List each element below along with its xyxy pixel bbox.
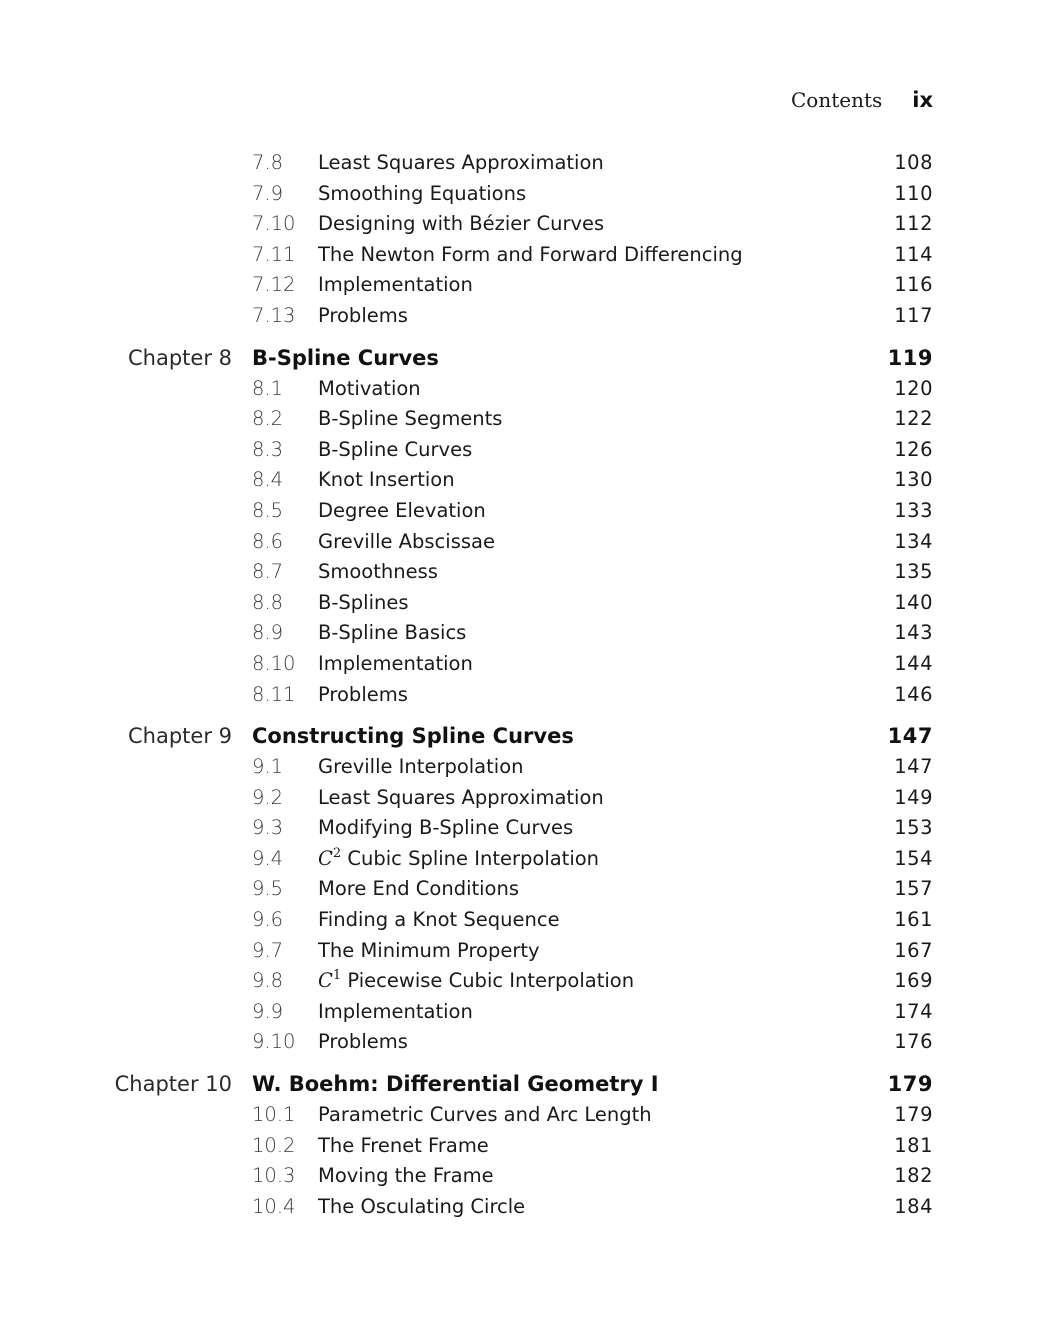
toc-section-entry[interactable] (0, 557, 1043, 588)
chapter-title: Constructing Spline Curves (252, 724, 574, 749)
toc-section-entry[interactable] (0, 374, 1043, 405)
section-title: Implementation (318, 999, 473, 1023)
section-title-wrapper (318, 813, 573, 843)
section-title-wrapper (318, 966, 634, 996)
section-title-wrapper (318, 496, 486, 526)
section-title: B-Spline Segments (318, 407, 503, 431)
chapter-page-number: 119 (887, 345, 933, 370)
section-title-wrapper (318, 148, 604, 178)
section-title-wrapper (318, 209, 604, 239)
section-page-number: 143 (894, 621, 933, 645)
section-number: 8.11 (252, 682, 296, 706)
section-title: Implementation (318, 651, 473, 675)
toc-section-entry[interactable] (0, 1027, 1043, 1058)
chapter-label: Chapter 9 (128, 724, 232, 749)
toc-section-entry[interactable] (0, 588, 1043, 619)
section-title: Finding a Knot Sequence (318, 908, 560, 932)
section-title: Piecewise Cubic Interpolation (341, 969, 635, 993)
section-title: The Osculating Circle (318, 1194, 526, 1218)
section-page-number: 130 (894, 468, 933, 492)
section-page-number: 161 (894, 908, 933, 932)
section-title: The Newton Form and Forward Differencing (318, 242, 743, 266)
section-number: 8.2 (252, 407, 284, 431)
section-title: The Frenet Frame (318, 1133, 489, 1157)
chapter-title: W. Boehm: Differential Geometry I (252, 1072, 659, 1097)
section-number: 9.10 (252, 1030, 296, 1054)
section-page-number: 157 (894, 877, 933, 901)
section-title-wrapper (318, 997, 473, 1027)
toc-section-entry[interactable] (0, 618, 1043, 649)
section-title: More End Conditions (318, 877, 520, 901)
section-number: 9.4 (252, 846, 284, 870)
section-title-wrapper (318, 783, 604, 813)
section-number: 8.10 (252, 651, 296, 675)
section-number: 9.7 (252, 938, 284, 962)
section-page-number: 112 (894, 212, 933, 236)
toc-section-entry[interactable] (0, 1131, 1043, 1162)
section-title-wrapper (318, 844, 599, 874)
toc-section-entry[interactable] (0, 1192, 1043, 1223)
math-variable: C (318, 846, 333, 870)
section-title: Smoothness (318, 560, 438, 584)
section-number: 7.8 (252, 151, 284, 174)
section-title: Greville Abscissae (318, 529, 495, 553)
section-page-number: 153 (894, 816, 933, 840)
section-page-number: 174 (894, 999, 933, 1023)
section-title: Degree Elevation (318, 498, 486, 522)
section-number: 8.5 (252, 498, 284, 522)
section-title-wrapper (318, 618, 466, 648)
running-head (791, 88, 933, 118)
section-number: 9.2 (252, 785, 284, 809)
section-page-number: 114 (894, 242, 933, 266)
section-title-wrapper (318, 527, 495, 557)
section-page-number: 117 (894, 303, 933, 327)
toc-section-entry[interactable] (0, 966, 1043, 997)
chapter-label: Chapter 10 (114, 1072, 232, 1097)
toc-chapter-entry[interactable] (0, 1069, 1043, 1100)
section-title-wrapper (318, 680, 408, 710)
section-number: 9.1 (252, 755, 284, 779)
section-title: B-Spline Basics (318, 621, 467, 645)
section-page-number: 144 (894, 651, 933, 675)
section-title-wrapper (318, 557, 438, 587)
section-title: Greville Interpolation (318, 755, 524, 779)
section-title-wrapper (318, 435, 472, 465)
toc-section-entry[interactable] (0, 301, 1043, 332)
section-page-number: 147 (894, 755, 933, 779)
section-page-number: 134 (894, 529, 933, 553)
section-page-number: 110 (894, 181, 933, 205)
section-title-wrapper (318, 240, 743, 270)
section-title: Problems (318, 1030, 408, 1054)
toc-section-entry[interactable] (0, 783, 1043, 814)
section-page-number: 181 (894, 1133, 933, 1157)
section-number: 10.1 (252, 1103, 296, 1127)
section-page-number: 179 (894, 1103, 933, 1127)
section-title-wrapper (318, 1100, 652, 1130)
section-title: Motivation (318, 376, 421, 400)
toc-section-entry[interactable] (0, 874, 1043, 905)
toc-section-entry[interactable] (0, 270, 1043, 301)
section-title: Cubic Spline Interpolation (341, 846, 600, 870)
section-number: 7.10 (252, 212, 296, 236)
section-title: Parametric Curves and Arc Length (318, 1103, 652, 1127)
section-page-number: 176 (894, 1030, 933, 1054)
section-page-number: 146 (894, 682, 933, 706)
table-of-contents (0, 148, 1043, 1222)
section-page-number: 108 (894, 151, 933, 174)
section-number: 7.9 (252, 181, 284, 205)
section-page-number: 120 (894, 376, 933, 400)
section-number: 10.3 (252, 1164, 296, 1188)
chapter-page-number: 147 (887, 724, 933, 749)
section-page-number: 140 (894, 590, 933, 614)
section-title: B-Spline Curves (318, 437, 473, 461)
toc-chapter-entry[interactable] (0, 343, 1043, 374)
section-number: 8.9 (252, 621, 284, 645)
section-title-wrapper (318, 588, 409, 618)
section-number: 8.8 (252, 590, 284, 614)
section-title-wrapper (318, 404, 502, 434)
section-page-number: 116 (894, 273, 933, 297)
toc-section-entry[interactable] (0, 813, 1043, 844)
toc-section-entry[interactable] (0, 209, 1043, 240)
section-number: 9.5 (252, 877, 284, 901)
section-title-wrapper (318, 649, 473, 679)
section-title-wrapper (318, 1192, 525, 1222)
math-symbol (318, 847, 341, 870)
toc-section-entry[interactable] (0, 649, 1043, 680)
section-number: 8.3 (252, 437, 284, 461)
toc-section-entry[interactable] (0, 1161, 1043, 1192)
section-page-number: 126 (894, 437, 933, 461)
section-title-wrapper (318, 270, 473, 300)
toc-section-entry[interactable] (0, 905, 1043, 936)
section-title-wrapper (318, 1161, 494, 1191)
section-number: 9.8 (252, 969, 284, 993)
section-title: B-Splines (318, 590, 409, 614)
toc-section-entry[interactable] (0, 465, 1043, 496)
math-variable: C (318, 969, 333, 993)
section-number: 7.12 (252, 273, 296, 297)
chapter-page-number: 179 (887, 1072, 933, 1097)
section-title: Knot Insertion (318, 468, 455, 492)
math-superscript: 2 (332, 845, 342, 861)
running-head-label: Contents (790, 88, 883, 112)
section-title-wrapper (318, 465, 455, 495)
section-page-number: 167 (894, 938, 933, 962)
chapter-title: B-Spline Curves (252, 345, 439, 370)
section-number: 7.11 (252, 242, 296, 266)
toc-section-entry[interactable] (0, 680, 1043, 711)
chapter-label: Chapter 8 (128, 345, 232, 370)
section-title-wrapper (318, 374, 421, 404)
toc-section-entry[interactable] (0, 844, 1043, 875)
section-title: Smoothing Equations (318, 181, 527, 205)
section-page-number: 182 (894, 1164, 933, 1188)
section-number: 7.13 (252, 303, 296, 327)
section-title: Least Squares Approximation (318, 151, 604, 174)
section-title: The Minimum Property (318, 938, 540, 962)
section-number: 9.6 (252, 908, 284, 932)
section-title-wrapper (318, 1131, 489, 1161)
section-title-wrapper (318, 752, 523, 782)
toc-section-entry[interactable] (0, 997, 1043, 1028)
section-page-number: 184 (894, 1194, 933, 1218)
section-title: Modifying B-Spline Curves (318, 816, 574, 840)
section-number: 8.4 (252, 468, 284, 492)
toc-chapter-entry[interactable] (0, 721, 1043, 752)
section-title-wrapper (318, 936, 540, 966)
toc-section-entry[interactable] (0, 527, 1043, 558)
math-symbol (318, 969, 341, 992)
toc-section-entry[interactable] (0, 1100, 1043, 1131)
toc-section-entry[interactable] (0, 936, 1043, 967)
section-number: 8.7 (252, 560, 284, 584)
page-number: ix (912, 88, 933, 112)
section-title-wrapper (318, 874, 519, 904)
toc-section-entry[interactable] (0, 496, 1043, 527)
section-number: 10.4 (252, 1194, 296, 1218)
toc-section-entry[interactable] (0, 179, 1043, 210)
section-number: 9.9 (252, 999, 284, 1023)
math-superscript: 1 (332, 968, 342, 984)
section-title-wrapper (318, 301, 408, 331)
section-number: 10.2 (252, 1133, 296, 1157)
section-title-wrapper (318, 1027, 408, 1057)
section-title-wrapper (318, 905, 560, 935)
section-page-number: 133 (894, 498, 933, 522)
toc-section-entry[interactable] (0, 435, 1043, 466)
section-title: Problems (318, 682, 408, 706)
section-page-number: 154 (894, 846, 933, 870)
section-number: 8.6 (252, 529, 284, 553)
section-title: Problems (318, 303, 408, 327)
section-number: 8.1 (252, 376, 284, 400)
section-number: 9.3 (252, 816, 284, 840)
section-title: Least Squares Approximation (318, 785, 604, 809)
toc-section-entry[interactable] (0, 148, 1043, 179)
section-title: Implementation (318, 273, 473, 297)
toc-section-entry[interactable] (0, 240, 1043, 271)
section-page-number: 149 (894, 785, 933, 809)
section-page-number: 169 (894, 969, 933, 993)
toc-section-entry[interactable] (0, 404, 1043, 435)
section-page-number: 122 (894, 407, 933, 431)
section-page-number: 135 (894, 560, 933, 584)
section-title-wrapper (318, 179, 526, 209)
section-title: Designing with Bézier Curves (318, 212, 605, 236)
toc-section-entry[interactable] (0, 752, 1043, 783)
section-title: Moving the Frame (318, 1164, 494, 1188)
